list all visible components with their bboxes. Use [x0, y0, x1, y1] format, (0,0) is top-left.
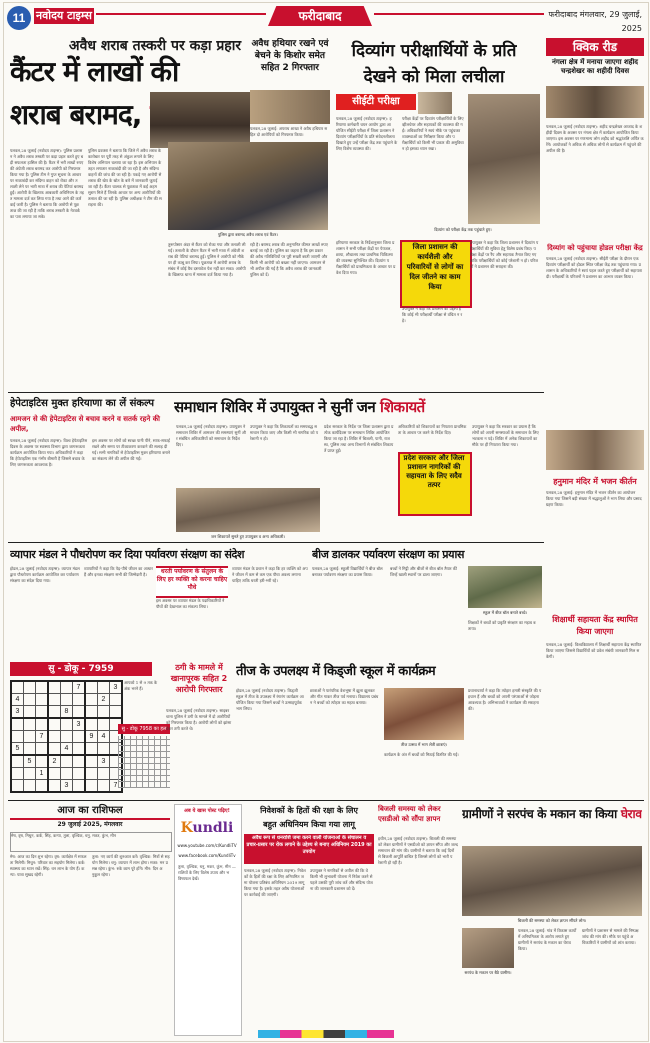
- sudoku-row: [11, 681, 122, 694]
- sudoku-cell: [98, 780, 110, 793]
- teej-body-col2: छात्राओं ने पारंपरिक वेशभूषा में झूला झूलकर और गीत गाकर तीज पर्व मनाया। विद्यालय प्रबंधन ने बच्चों को त्योहार का महत्व बताया।: [310, 688, 379, 705]
- sudoku-cell: 8: [61, 706, 73, 719]
- exam-body-col3: हरियाणा सरकार के निर्देशानुसार जिला प्रशासन ने सभी परीक्षा केंद्रों पर पेयजल, छाया, शौचालय तथा प्राथमिक चिकित्सा की व्यवस्था सुनिश्चित की। दिव्यांग परीक्षार्थियों को प्राथमिकता के आधार पर प्रवेश दिया गया।: [336, 240, 396, 275]
- sudoku-cell: [24, 706, 36, 719]
- vyapar-headline: व्यापार मंडल ने पौधरोपण कर दिया पर्यावरण संरक्षण का संदेश: [10, 548, 245, 561]
- sudoku-row: [11, 755, 122, 768]
- sudoku-cell: [36, 718, 49, 731]
- sudoku-cell: [48, 743, 61, 756]
- arms-body: पलवल,28 जुलाई: अपराध शाखा ने अवैध हथियार सहित दो आरोपियों को गिरफ्तार किया।: [250, 126, 328, 137]
- sudoku-cell: [73, 694, 86, 706]
- teej-body-col4: प्रधानाचार्या ने कहा कि त्योहार हमारी संस्कृति की पहचान हैं और बच्चों को अपनी परंपराओं से जोड़ना आवश्यक है। अभिभावकों ने कार्यक्रम की सराहना की।: [468, 688, 542, 711]
- sudoku-cell: [98, 768, 110, 780]
- advert-logo: [178, 818, 236, 838]
- sudoku-cell: 2: [48, 755, 61, 768]
- samadhan-body-col2: उपायुक्त ने कहा कि शिकायतों का समयबद्ध समाधान किया जाए और किसी भी नागरिक को परेशानी न हो।: [250, 424, 319, 441]
- seed-headline: बीज डालकर पर्यावरण संरक्षण का प्रयास: [312, 548, 465, 561]
- sudoku-cell: [61, 755, 73, 768]
- bijli-body: हथीन,28 जुलाई (नवोदय टाइम्स): बिजली की समस्या को लेकर ग्रामीणों ने एसडीओ को ज्ञापन सौंपा और जल्द समाधान की मांग की। ग्रामीणों ने बताया कि कई दिनों से बिजली आपूर्ति बाधित है जिससे लोगों को भारी परेशानी हो रही है।: [378, 836, 458, 865]
- vyapar-body-col2: व्यापारियों ने कहा कि पेड़-पौधे जीवन का आधार हैं और इनका संरक्षण सभी की जिम्मेदारी है।: [84, 566, 153, 577]
- exam-photo-main: [468, 94, 540, 224]
- sudoku-cell: [110, 694, 123, 706]
- sudoku-cell: [73, 706, 86, 719]
- sudoku-cell: 1: [36, 768, 49, 780]
- gherav-headline-text: ग्रामीणों ने सरपंच के मकान का किया: [462, 807, 617, 821]
- issue-date: मंगलवार, 29 जुलाई, 2025: [579, 10, 642, 33]
- sudoku-cell: [61, 731, 73, 743]
- sudoku-cell: [73, 780, 86, 793]
- sudoku-cell: [36, 706, 49, 719]
- sudoku-cell: [48, 694, 61, 706]
- fraud-body: पलवल,28 जुलाई (नवोदय टाइम्स): साइबर थाना पुलिस ने ठगी के मामले में दो आरोपियों को गिरफ्तार किया है। आरोपी लोगों को झांसा देकर ठगी करते थे।: [166, 708, 232, 731]
- sudoku-cell: [85, 681, 98, 694]
- sudoku-cell: 5: [24, 755, 36, 768]
- sudoku-cell: [11, 780, 24, 793]
- sudoku-cell: [61, 681, 73, 694]
- samadhan-pullquote-text: प्रदेश सरकार और जिला प्रशासन नागरिकों की सहायता के लिए सदैव तत्पर: [403, 454, 465, 489]
- advert-logo-k: K: [180, 820, 193, 836]
- sudoku-solution-title: सु - डोकू 7958 का हल: [118, 724, 170, 734]
- rashifal-panchang: मेष, वृष, मिथुन, कर्क, सिंह, कन्या, तुला, वृश्चिक, धनु, मकर, कुंभ, मीन: [10, 832, 172, 852]
- arms-headline: अवैध हथियार रखने एवं बेचने के किशोर समेत सहित 2 गिरफ्तार: [251, 39, 329, 73]
- sudoku-cell: 5: [11, 743, 24, 756]
- sudoku-cell: [36, 681, 49, 694]
- hepatitis-body-col1: पलवल,28 जुलाई (नवोदय टाइम्स): विश्व हेपेटाइटिस दिवस के अवसर पर स्वास्थ्य विभाग द्वारा जागरूकता कार्यक्रम आयोजित किया गया। अधिकारियों ने कहा कि हेपेटाइटिस एक गंभीर बीमारी है जिससे बचाव के लिए जागरूकता आवश्यक है।: [10, 438, 88, 467]
- sudoku-cell: [24, 768, 36, 780]
- sudoku-row: [11, 731, 122, 743]
- sudoku-cell: [98, 743, 110, 756]
- sudoku-cell: [73, 768, 86, 780]
- lead-photo-canter: [168, 142, 328, 230]
- investor-box-text: अवैध रूप से धनराशि जमा करने वाली योजनाओं के संचालन व प्रचार-प्रसार पर रोक लगाने के उद्देश्य से बनाए अधिनियम 2019 का उपयोग: [246, 835, 372, 855]
- teej-photo: [384, 688, 464, 740]
- gherav-headline: [462, 804, 642, 844]
- quick-read-body2: पलवल,28 जुलाई (नवोदय टाइम्स): सीईटी परीक्षा के दौरान एक दिव्यांग परीक्षार्थी को होडल स्थित परीक्षा केंद्र तक पहुंचाया गया। प्रशासन के अधिकारियों ने स्वयं पहल करते हुए परीक्षार्थी को सहायता दी। परीक्षार्थी के परिजनों ने प्रशासन का आभार व्यक्त किया।: [546, 256, 642, 279]
- sudoku-cell: [36, 694, 49, 706]
- quick-read-label: क्विक रीड: [546, 38, 644, 56]
- quick-read-item4-title: शिक्षार्थी सहायता केंद्र स्थापित किया जाएगा: [552, 615, 638, 636]
- teej-body-col1: होडल,28 जुलाई (नवोदय टाइम्स): किड्जी स्कूल में तीज के उपलक्ष्य में रंगारंग कार्यक्रम आयोजित किया गया जिसमें बच्चों ने उत्साहपूर्वक भाग लिया।: [236, 688, 304, 711]
- sudoku-cell: [24, 718, 36, 731]
- advert-logo-text: undli: [192, 820, 234, 836]
- samadhan-body-col3: प्रदेश सरकार के निर्देश पर जिला प्रशासन द्वारा प्रत्येक कार्यदिवस पर समाधान शिविर आयोजित किया जा रहा है। शिविर में बिजली, पानी, राजस्व, पुलिस तथा अन्य विभागों से संबंधित शिकायतें प्राप्त हुईं।: [324, 424, 394, 453]
- exam-body-col4: उपायुक्त ने कहा कि प्रशासन का उद्देश्य है कि कोई भी परीक्षार्थी परीक्षा से वंचित न रहे।: [402, 306, 463, 323]
- sudoku-cell: [11, 718, 24, 731]
- quick-read-photo1: [546, 86, 644, 118]
- sudoku-cell: [24, 694, 36, 706]
- gherav-photo-caption: बिजली की समस्या को लेकर ज्ञापन सौंपते लोग।: [517, 918, 587, 923]
- sudoku-cell: 7: [73, 681, 86, 694]
- sudoku-solution-grid: [118, 736, 170, 788]
- sudoku-cell: [11, 755, 24, 768]
- hepatitis-subhead: आमजन से की हेपेटाइटिस से बचाव करने व सतर्क रहने की अपील,: [10, 415, 160, 433]
- sudoku-cell: 7: [110, 780, 123, 793]
- sudoku-grid-wrap: [10, 680, 123, 793]
- vyapar-pullquote-text: धरती पर्यावरण के संतुलन के लिए हर व्यक्ति को करना चाहिए पौधे: [156, 568, 228, 591]
- lead-body-col2: पुलिस प्रवक्ता ने बताया कि जिले में अवैध शराब के कारोबार पर पूरी तरह से अंकुश लगाने के लिए विशेष अभियान चलाया जा रहा है। इस अभियान के तहत लगातार नाकाबंदी की जा रही है और संदिग्ध वाहनों की जांच की जा रही है। पकड़े गए आरोपी से शराब की खेप के स्रोत के बारे में जानकारी जुटाई जा रही है। कैंटर चालक से पूछताछ में कई अहम सुराग मिले हैं जिनके आधार पर अन्य आरोपियों की तलाश की जा रही है। पुलिस अधीक्षक ने टीम की सराहना की।: [88, 148, 162, 207]
- seed-body-col1: पलवल,28 जुलाई: स्कूली विद्यार्थियों ने बीज बॉल बनाकर पर्यावरण संरक्षण का प्रयास किया।: [312, 566, 383, 577]
- investor-body-col2: उपायुक्त ने नागरिकों से अपील की कि वे किसी भी लुभावनी योजना में निवेश करने से पहले उसकी पूरी जांच करें और संदिग्ध योजना की जानकारी प्रशासन को दें।: [310, 868, 373, 891]
- teej-body-col3: कार्यक्रम के अंत में बच्चों को मिठाई वितरित की गई।: [384, 752, 459, 757]
- sudoku-grid: [10, 680, 123, 793]
- rashifal-col2: तुला: नए कार्य की शुरुआत करें। वृश्चिक: मित्रों से सहयोग मिलेगा। धनु: व्यापार में लाभ होगा। मकर: मन प्रसन्न रहेगा। कुंभ: रुके काम पूरे होंगे। मीन: दिन अनुकूल रहेगा।: [92, 854, 170, 877]
- samadhan-body-col4: अधिकारियों को शिकायतों का निपटारा प्राथमिकता के आधार पर करने के निर्देश दिए।: [398, 424, 467, 435]
- advert-site2[interactable]: www.facebook.com/KundliTv: [178, 853, 236, 858]
- sudoku-cell: [61, 768, 73, 780]
- sudoku-cell: 4: [61, 743, 73, 756]
- sudoku-row: [11, 768, 122, 780]
- exam-badge: सीईटी परीक्षा: [336, 94, 416, 110]
- sudoku-cell: [98, 718, 110, 731]
- sudoku-cell: [48, 718, 61, 731]
- investor-headline-line1: निवेशकों के हितों की रक्षा के लिए: [260, 806, 358, 815]
- lead-headline-line1: कैंटर में लाखों की: [10, 55, 179, 88]
- sudoku-cell: [11, 731, 24, 743]
- sudoku-cell: 7: [36, 731, 49, 743]
- quick-read-item3-title: हनुमान मंदिर में भजन कीर्तन: [553, 477, 637, 486]
- quick-read-photo2: [546, 430, 644, 470]
- sudoku-cell: 3: [11, 706, 24, 719]
- sudoku-cell: [85, 718, 98, 731]
- gherav-photo-side: [462, 928, 514, 968]
- sudoku-cell: [11, 768, 24, 780]
- lead-kicker: अवैध शराब तस्करी पर कड़ा प्रहार: [68, 38, 242, 54]
- exam-body-col2: परीक्षा केंद्रों पर दिव्यांग परीक्षार्थियों के लिए व्हीलचेयर और सहायकों की व्यवस्था की गई। अधिकारियों ने स्वयं मौके पर पहुंचकर व्यवस्थाओं का निरीक्षण किया और परीक्षार्थियों को किसी भी प्रकार की असुविधा न हो इसका ध्यान रखा।: [402, 116, 464, 151]
- advert-site1[interactable]: www.youtube.com/c/KundliTV: [177, 843, 237, 848]
- sudoku-cell: [36, 755, 49, 768]
- sudoku-row: [11, 694, 122, 706]
- gherav-body-col2: ग्रामीणों ने प्रशासन से मामले की निष्पक्ष जांच की मांग की। मौके पर पहुंचे अधिकारियों ने ग्रामीणों को शांत कराया।: [582, 928, 639, 945]
- sudoku-cell: [36, 743, 49, 756]
- exam-pullquote-text: जिला प्रशासन की कार्यशैली और परिवारियों से लोगों का दिल जीतने का काम किया: [406, 243, 464, 291]
- samadhan-headline: [174, 394, 540, 420]
- quick-read-item2-title: दिव्यांग को पहुंचाया होडल परीक्षा केंद्र: [547, 244, 643, 252]
- exam-photo-small: [418, 92, 452, 114]
- samadhan-photo: [176, 488, 320, 532]
- gherav-side-caption: सरपंच के मकान पर बैठे ग्रामीण।: [464, 970, 512, 975]
- sudoku-cell: [11, 681, 24, 694]
- rashifal-title: आज का राशिफल: [10, 804, 170, 820]
- fraud-headline: ठगी के मामले में खानापूरक सहित 2 आरोपी गिरफ्तार: [170, 663, 228, 694]
- sudoku-cell: [48, 780, 61, 793]
- investor-headline-line2: बहुत अधिनियम किया गया लागू: [263, 820, 355, 829]
- advert-body: तुला, वृश्चिक, धनु, मकर, कुंभ, मीन — राशियों के लिए विशेष उपाय और भविष्यफल देखें।: [178, 864, 236, 881]
- sudoku-cell: 3: [73, 718, 86, 731]
- lead-photo-suspects: [150, 92, 250, 148]
- seed-body-col3: शिक्षकों ने बच्चों को प्रकृति संरक्षण का महत्व बताया।: [468, 620, 536, 631]
- quick-read-body3: पलवल,28 जुलाई: हनुमान मंदिर में भजन कीर्तन का आयोजन किया गया जिसमें बड़ी संख्या में श्रद्धालुओं ने भाग लिया और प्रसाद ग्रहण किया।: [546, 490, 642, 507]
- lead-body-col3: तुरूपोसार अंदर से कैंटर को रोका गया और तलाशी ली गई। तलाशी के दौरान कैंटर में भारी मात्रा में अंग्रेजी शराब की पेटियां बरामद हुईं। पुलिस ने आरोपी को मौके पर ही काबू कर लिया। पूछताछ में आरोपी शराब के संबंध में कोई वैध दस्तावेज पेश नहीं कर सका। आरोपी के खिलाफ थाना में मामला दर्ज किया गया है।: [168, 242, 246, 277]
- section-title: फरीदाबाद: [298, 9, 342, 23]
- exam-body-col5: उपायुक्त ने कहा कि जिला प्रशासन ने दिव्यांग परीक्षार्थियों की सुविधा हेतु विशेष प्रबंध किए। परीक्षा केंद्रों पर रैंप और सहायक तैनात किए गए ताकि परीक्षार्थियों को कोई परेशानी न हो। परिजनों ने प्रशासन की सराहना की।: [470, 240, 539, 269]
- gherav-headline-highlight: घेराव: [620, 807, 642, 821]
- vyapar-body-col3: इस अवसर पर व्यापार मंडल के पदाधिकारियों ने पौधों की देखभाल का संकल्प लिया।: [156, 598, 225, 609]
- sudoku-cell: 4: [98, 731, 110, 743]
- sudoku-cell: [48, 731, 61, 743]
- sudoku-cell: [85, 780, 98, 793]
- sudoku-row: [11, 718, 122, 731]
- vyapar-body-col4: व्यापार मंडल के प्रधान ने कहा कि हर व्यक्ति को अपने जीवन में कम से कम एक पौधा अवश्य लगाना चाहिए ताकि धरती हरी-भरी रहे।: [232, 566, 308, 583]
- registration-mark: [258, 1030, 394, 1038]
- lead-body-col4: रही है। बरामद शराब की अनुमानित कीमत लाखों रुपए बताई जा रही है। पुलिस का कहना है कि इस प्रकार की अवैध गतिविधियों पर पूरी सख्ती बरती जाएगी और किसी भी आरोपी को बख्शा नहीं जाएगा। आमजन से भी अपील की गई है कि अवैध शराब की जानकारी पुलिस को दें।: [250, 242, 328, 277]
- samadhan-photo-caption: जन शिकायतें सुनते हुए उपायुक्त व अन्य अधिकारी।: [211, 534, 285, 539]
- sudoku-cell: [48, 706, 61, 719]
- masthead-date: [532, 8, 642, 33]
- sudoku-cell: [61, 718, 73, 731]
- rashifal-date: 29 जुलाई 2025, मंगलवार: [57, 821, 123, 828]
- hepatitis-body-col2: इस अवसर पर लोगों को स्वच्छ पानी पीने, साफ-सफाई रखने और समय पर टीकाकरण करवाने की सलाह दी गई। सभी नागरिकों से हेपेटाइटिस मुक्त हरियाणा बनाने का संकल्प लेने की अपील की गई।: [92, 438, 170, 461]
- samadhan-body-col5: उपायुक्त ने कहा कि सरकार का प्रयास है कि लोगों को अपनी समस्याओं के समाधान के लिए भटकना न पड़े। शिविर में अनेक शिकायतों का मौके पर ही निपटारा किया गया।: [472, 424, 539, 447]
- arms-photo: [250, 90, 330, 124]
- sudoku-cell: 9: [85, 731, 98, 743]
- sudoku-cell: [36, 780, 49, 793]
- sudoku-cell: [85, 768, 98, 780]
- advert-tagline: अब ये खास पोस्ट पढ़िए!: [184, 808, 230, 814]
- sudoku-cell: [48, 768, 61, 780]
- samadhan-headline-highlight: शिकायतें: [379, 398, 425, 416]
- teej-photo-caption: तीज उत्सव में भाग लेती छात्राएं।: [400, 742, 448, 747]
- lead-body-col1: पलवल,28 जुलाई (नवोदय टाइम्स): पुलिस प्रशासन ने अवैध शराब तस्करी पर कड़ा प्रहार करते हुए बड़ी सफलता हासिल की है। कैंटर में भरी लाखों रुपए की अंग्रेजी शराब बरामद कर आरोपी को गिरफ्तार किया गया है। पुलिस टीम ने गुप्त सूचना के आधार पर नाकाबंदी कर संदिग्ध वाहन को रोका और तलाशी लेने पर भारी मात्रा में शराब की पेटियां बरामद हुईं। आरोपी के खिलाफ आबकारी अधिनियम के तहत मामला दर्ज कर लिया गया है तथा आगे की कार्रवाई जारी है। पुलिस ने बताया कि आरोपी से पूछताछ की जा रही है ताकि शराब तस्करी के नेटवर्क का पता लगाया जा सके।: [10, 148, 84, 219]
- sudoku-cell: 3: [61, 780, 73, 793]
- samadhan-body-col1: पलवल,28 जुलाई (नवोदय टाइम्स): उपायुक्त ने समाधान शिविर में आमजन की समस्याएं सुनीं और संबंधित अधिकारियों को समाधान के निर्देश दिए।: [176, 424, 246, 447]
- sudoku-cell: [98, 681, 110, 694]
- masthead-brand: नवोदय टाइम्स: [36, 9, 92, 22]
- sudoku-cell: [24, 743, 36, 756]
- sudoku-title: सु - डोकू - 7959: [48, 664, 114, 674]
- sudoku-row: [11, 780, 122, 793]
- sudoku-cell: [24, 681, 36, 694]
- rashifal-col1: मेष: आज का दिन शुभ रहेगा। वृष: कार्यक्षेत्र में सफलता मिलेगी। मिथुन: परिवार का सहयोग मिलेगा। कर्क: स्वास्थ्य का ध्यान रखें। सिंह: धन लाभ के योग हैं। कन्या: यात्रा सुखद रहेगी।: [10, 854, 87, 877]
- sudoku-cell: 3: [98, 755, 110, 768]
- sudoku-cell: 3: [110, 681, 123, 694]
- samadhan-headline-text: समाधान शिविर में उपायुक्त ने सुनीं जन: [174, 398, 376, 416]
- exam-photo-caption: दिव्यांग को परीक्षा केंद्र तक पहुंचाते हुए।: [434, 227, 492, 232]
- seed-body-col2: बच्चों ने मिट्टी और बीजों से बीज बॉल तैयार कीं जिन्हें खाली स्थानों पर डाला जाएगा।: [390, 566, 457, 577]
- sudoku-row: [11, 706, 122, 719]
- sudoku-cell: [48, 681, 61, 694]
- sudoku-cell: [24, 780, 36, 793]
- hepatitis-headline: हेपेटाइटिस मुक्त हरियाणा का लें संकल्प: [10, 398, 155, 409]
- sudoku-cell: [85, 694, 98, 706]
- sudoku-cell: [98, 706, 110, 719]
- sudoku-cell: 2: [98, 694, 110, 706]
- sudoku-cell: [85, 743, 98, 756]
- teej-headline: तीज के उपलक्ष्य में किड्जी स्कूल में कार्यक्रम: [236, 664, 436, 679]
- seed-photo-caption: स्कूल में बीज बॉल बनाते बच्चे।: [482, 610, 528, 615]
- sudoku-cell: 4: [11, 694, 24, 706]
- vyapar-body-col1: होडल,28 जुलाई (नवोदय टाइम्स): व्यापार मंडल द्वारा पौधरोपण कार्यक्रम आयोजित कर पर्यावरण संरक्षण का संदेश दिया गया।: [10, 566, 80, 583]
- investor-body-col1: पलवल,28 जुलाई (नवोदय टाइम्स): निवेशकों के हितों की रक्षा के लिए अनियमित जमा योजना प्रतिबंध अधिनियम 2019 लागू किया गया है। इसके तहत अवैध योजनाओं पर कार्रवाई की जाएगी।: [244, 868, 306, 897]
- sudoku-cell: [85, 706, 98, 719]
- lead-headline-text: शराब बरामद,: [10, 98, 142, 131]
- sudoku-row: [11, 743, 122, 756]
- seed-photo: [468, 566, 542, 608]
- bijli-headline: बिजली समस्या को लेकर एसडीओ को सौंपा ज्ञापन: [378, 805, 441, 823]
- lead-photo-caption: पुलिस द्वारा बरामद अवैध शराब एवं कैंटर।: [218, 232, 278, 237]
- sudoku-cell: [110, 706, 123, 719]
- gherav-photo-main: [462, 846, 642, 916]
- edition-name: फरीदाबाद: [548, 10, 578, 19]
- quick-read-body1: पलवल,28 जुलाई (नवोदय टाइम्स): शहीद चन्द्रशेखर आजाद के शहीदी दिवस के अवसर पर नंगला क्षेत्र में कार्यक्रम आयोजित किया जाएगा। इस अवसर पर गणमान्य लोग शहीद को श्रद्धांजलि अर्पित करेंगे। आयोजकों ने अधिक से अधिक लोगों से कार्यक्रम में पहुंचने की अपील की है।: [546, 124, 644, 153]
- sudoku-cell: [85, 755, 98, 768]
- exam-headline: दिव्यांग परीक्षार्थियों के प्रति देखने को मिला लचीला: [351, 41, 517, 87]
- gherav-body-col1: पलवल,28 जुलाई: गांव में विकास कार्यों में अनियमितता के आरोप लगाते हुए ग्रामीणों ने सरपंच के मकान का घेराव किया।: [518, 928, 577, 951]
- sudoku-cell: [73, 755, 86, 768]
- quick-read-item1-title: नंगला क्षेत्र में मनाया जाएगा शहीद चन्द्रशेखर का शहीदी दिवस: [551, 58, 639, 75]
- sudoku-cell: [61, 694, 73, 706]
- quick-read-body4: पलवल,28 जुलाई: विश्वविद्यालय में शिक्षार्थी सहायता केंद्र स्थापित किया जाएगा जिससे विद्यार्थियों को प्रवेश संबंधी जानकारी मिल सकेगी।: [546, 642, 642, 659]
- page-number: 11: [7, 6, 31, 30]
- sudoku-cell: [24, 731, 36, 743]
- sudoku-rules: आपको 1 से 9 तक के अंक भरने हैं।: [124, 680, 158, 691]
- exam-body-col1: पलवल,28 जुलाई (नवोदय टाइम्स): हरियाणा कर्मचारी चयन आयोग द्वारा आयोजित सीईटी परीक्षा में जिला प्रशासन ने दिव्यांग परीक्षार्थियों के प्रति संवेदनशीलता दिखाते हुए उन्हें परीक्षा केंद्र तक पहुंचाने के लिए विशेष व्यवस्था की।: [336, 116, 398, 151]
- sudoku-cell: [73, 743, 86, 756]
- sudoku-cell: [73, 731, 86, 743]
